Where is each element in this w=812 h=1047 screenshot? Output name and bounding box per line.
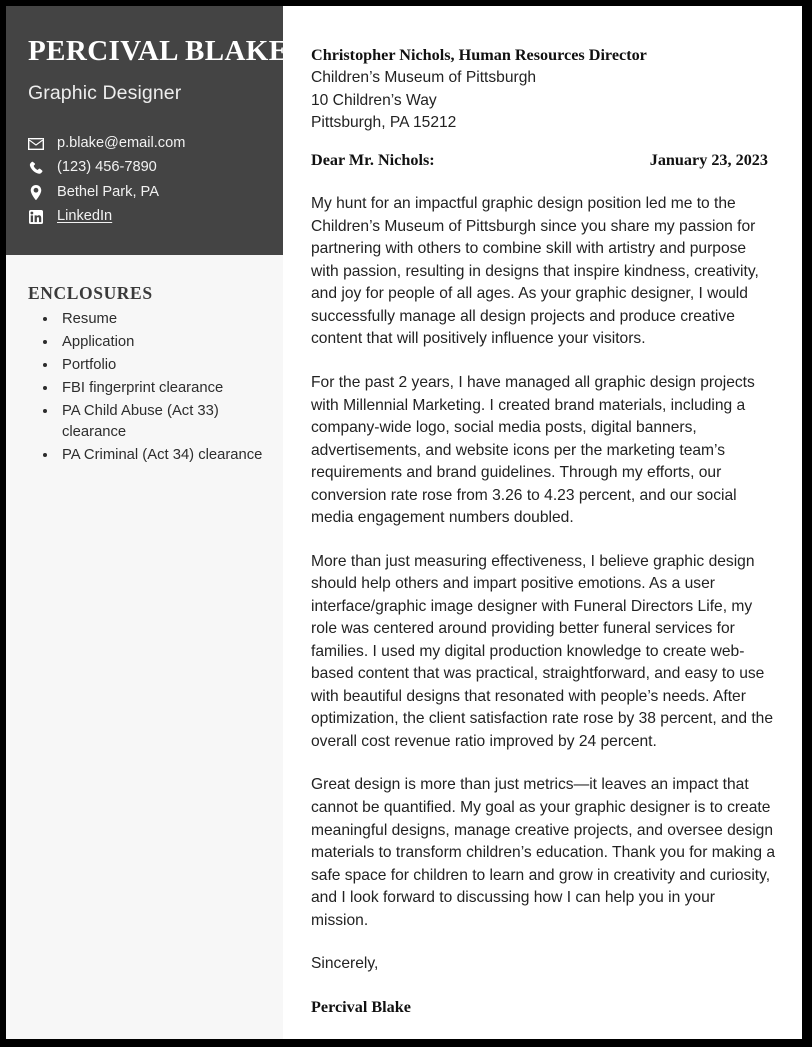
envelope-icon xyxy=(28,136,44,151)
enclosures-section xyxy=(6,255,283,467)
letter-date: January 23, 2023 xyxy=(649,151,768,170)
linkedin-icon xyxy=(28,210,44,225)
recipient-city-state-zip: Pittsburgh, PA 15212 xyxy=(311,113,457,131)
body-paragraph: Great design is more than just metrics—it leaves an impact that cannot be quantified. My goal as your graphic designer is to create meaningful designs, manage creative projects, and oversee design materials to transform children’s education. Thank you for making a safe space for children to learn and grow in creativity and curiosity, and I look forward to discussing how I can help you in your mission. xyxy=(311,776,775,929)
contact-item-linkedin[interactable] xyxy=(28,208,283,226)
contact-email-text: p.blake@email.com xyxy=(57,134,186,151)
signature-name: Percival Blake xyxy=(311,997,411,1016)
sidebar xyxy=(6,6,289,1039)
contact-item-location xyxy=(28,184,283,202)
recipient-name-title: Christopher Nichols, Human Resources Director xyxy=(311,46,647,64)
location-pin-icon xyxy=(28,185,44,200)
salutation-date-row xyxy=(311,151,776,170)
recipient-organization: Children’s Museum of Pittsburgh xyxy=(311,69,537,87)
applicant-name: PERCIVAL BLAKE xyxy=(28,35,289,67)
enclosure-item: • PA Child Abuse (Act 33) clearance xyxy=(58,400,265,444)
contact-linkedin-link[interactable]: LinkedIn xyxy=(57,208,113,225)
salutation: Dear Mr. Nichols: xyxy=(311,151,435,170)
contact-phone-text: (123) 456-7890 xyxy=(57,159,157,176)
recipient-street: 10 Children’s Way xyxy=(311,91,437,109)
enclosures-list xyxy=(28,308,265,467)
closing-salutation: Sincerely, xyxy=(311,955,379,973)
enclosures-heading: ENCLOSURES xyxy=(28,283,153,303)
contact-item-email xyxy=(28,135,283,153)
body-paragraph: For the past 2 years, I have managed all graphic design projects with Millennial Marketing. I created brand materials, including a company-wide logo, social media posts, digital banners, advertisements, and website icons per the marketing team’s requirements and brand guidelines. Through my efforts, our conversion rate rose from 3.26 to 4.23 percent, and our social media engagement numbers doubled. xyxy=(311,373,755,527)
letter-body xyxy=(283,6,802,1039)
contact-location-text: Bethel Park, PA xyxy=(57,183,159,200)
recipient-address-block xyxy=(311,44,776,134)
enclosure-item: • PA Criminal (Act 34) clearance xyxy=(58,444,265,466)
enclosure-item: • FBI fingerprint clearance xyxy=(58,377,265,399)
contact-item-phone xyxy=(28,159,283,177)
sidebar-header-block xyxy=(6,6,289,255)
body-paragraph: My hunt for an impactful graphic design position led me to the Children’s Museum of Pittsburgh since you share my passion for partnering with others to combine skill with artistry and purpose with passion, resulting in designs that inspire kindness, creativity, and joy for people of all ages. As your graphic designer, I would successfully manage all design projects and produce creative content that will positively influence your visitors. xyxy=(311,195,759,348)
enclosure-item: • Resume xyxy=(58,308,265,330)
applicant-job-title: Graphic Designer xyxy=(28,81,182,104)
phone-icon xyxy=(28,161,44,176)
contact-list xyxy=(28,135,283,226)
body-paragraph: More than just measuring effectiveness, I believe graphic design should help others and impart positive emotions. As a user interface/graphic image designer with Funeral Directors Life, my role was centered around providing better funeral services for families. I used my digital production knowledge to create web-based content that was practical, straightforward, and easy to use with beautiful designs that resonated with people’s needs. After optimization, the client satisfaction rate rose by 38 percent, and the overall cost revenue ratio improved by 24 percent. xyxy=(311,552,774,750)
cover-letter-page xyxy=(6,6,802,1039)
enclosure-item: • Application xyxy=(58,331,265,353)
enclosure-item: • Portfolio xyxy=(58,354,265,376)
